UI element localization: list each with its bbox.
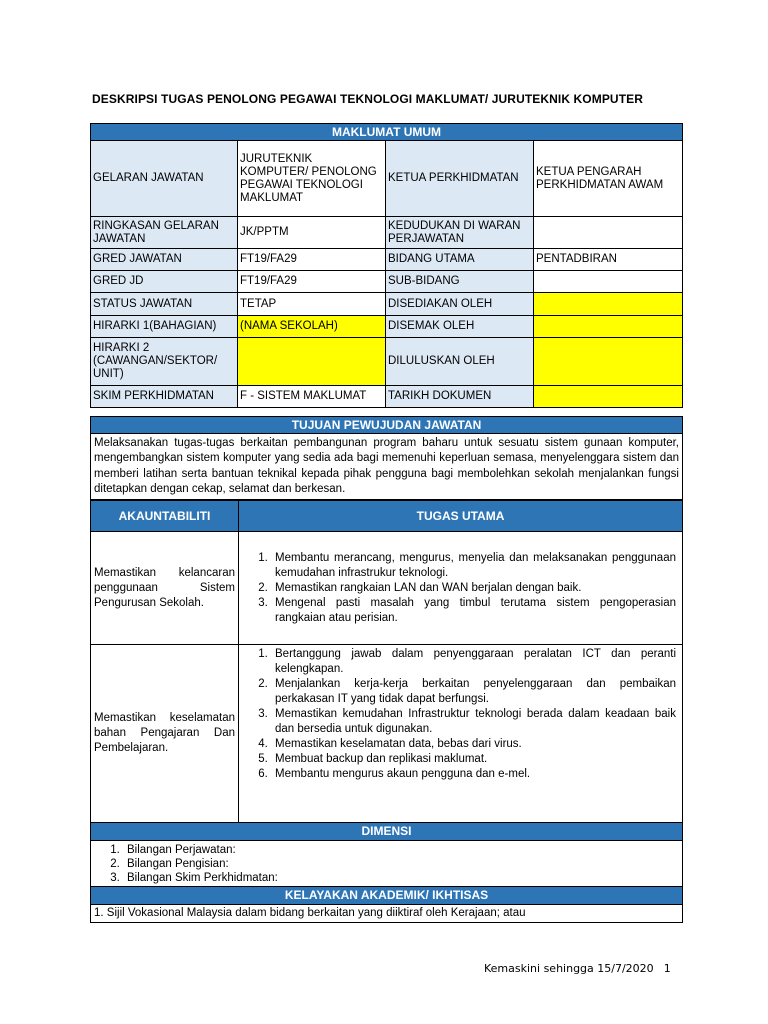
- duties-2: [239, 645, 683, 823]
- hierarchy2-label: HIRARKI 2 (CAWANGAN/SEKTOR/ UNIT): [91, 338, 238, 386]
- hierarchy1-value: (NAMA SEKOLAH): [238, 316, 386, 338]
- prepared-by-label: DISEDIAKAN OLEH: [386, 293, 534, 316]
- post-title-label: GELARAN JAWATAN: [91, 141, 238, 217]
- post-abbrev-value: JK/PPTM: [238, 217, 386, 249]
- accountability-header: AKAUNTABILITI: [91, 501, 239, 532]
- sub-field-value: [534, 271, 683, 293]
- sub-field-label: SUB-BIDANG: [386, 271, 534, 293]
- purpose-table: [90, 416, 683, 500]
- duties-1: [239, 532, 683, 645]
- post-status-value: TETAP: [238, 293, 386, 316]
- document-date-label: TARIKH DOKUMEN: [386, 386, 534, 408]
- warrant-position-label: KEDUDUKAN DI WARAN PERJAWATAN: [386, 217, 534, 249]
- dimension-list: [91, 841, 683, 887]
- post-title-value: JURUTEKNIK KOMPUTER/ PENOLONG PEGAWAI TEKNOLOGI MAKLUMAT: [238, 141, 386, 217]
- page-footer: [484, 962, 671, 975]
- duty-item: 3. Mengenal pasti masalah yang timbul terutama sistem pengoperasian rangkaian atau perisian.: [271, 596, 676, 626]
- purpose-text: Melaksanakan tugas-tugas berkaitan pembangunan program baharu untuk sesuatu sistem gunaan komputer, mengembangkan sistem komputer yang sedia ada bagi memenuhi keperluan semasa, menyelenggara sistem dan memberi latihan serta bantuan teknikal kepada pihak pengguna bagi membolehkan sekolah menjalankan fungsi ditetapkan dengan cekap, selamat dan berkesan.: [91, 434, 683, 500]
- duty-item: 2. Memastikan rangkaian LAN dan WAN berjalan dengan baik.: [271, 581, 676, 596]
- duty-item: 4. Memastikan keselamatan data, bebas dari virus.: [271, 737, 676, 752]
- post-grade-value: FT19/FA29: [238, 249, 386, 271]
- service-scheme-label: SKIM PERKHIDMATAN: [91, 386, 238, 408]
- service-head-value: KETUA PENGARAH PERKHIDMATAN AWAM: [534, 141, 683, 217]
- post-abbrev-label: RINGKASAN GELARAN JAWATAN: [91, 217, 238, 249]
- approved-by-value: [534, 338, 683, 386]
- hierarchy2-value: [238, 338, 386, 386]
- warrant-position-value: [534, 217, 683, 249]
- accountability-table: [90, 500, 683, 823]
- dimension-item: 1. Bilangan Perjawatan:: [123, 843, 682, 857]
- accountability-2: Memastikan keselamatan bahan Pengajaran Dan Pembelajaran.: [91, 645, 239, 823]
- document-date-value: [534, 386, 683, 408]
- accountability-1: Memastikan kelancaran penggunaan Sistem Pengurusan Sekolah.: [91, 532, 239, 645]
- general-info-table: [90, 123, 683, 408]
- service-head-label: KETUA PERKHIDMATAN: [386, 141, 534, 217]
- document-title: DESKRIPSI TUGAS PENOLONG PEGAWAI TEKNOLOGI MAKLUMAT/ JURUTEKNIK KOMPUTER: [92, 92, 643, 106]
- dimension-item: 2. Bilangan Pengisian:: [123, 857, 682, 871]
- purpose-header: TUJUAN PEWUJUDAN JAWATAN: [91, 417, 683, 434]
- dimension-item: 3. Bilangan Skim Perkhidmatan:: [123, 871, 682, 885]
- qualification-item: 1. Sijil Vokasional Malaysia dalam bidang berkaitan yang diiktiraf oleh Kerajaan; atau: [91, 905, 683, 923]
- page-number: 1: [663, 962, 671, 975]
- main-field-value: PENTADBIRAN: [534, 249, 683, 271]
- duty-item: 1. Bertanggung jawab dalam penyenggaraan peralatan ICT dan peranti kelengkapan.: [271, 647, 676, 677]
- dimension-header: DIMENSI: [91, 823, 683, 841]
- updated-date: Kemaskini sehingga 15/7/2020: [484, 962, 654, 975]
- duty-item: 1. Membantu merancang, mengurus, menyelia dan melaksanakan penggunaan kemudahan infrastrukur teknologi.: [271, 551, 676, 581]
- main-field-label: BIDANG UTAMA: [386, 249, 534, 271]
- duty-item: 5. Membuat backup dan replikasi maklumat.: [271, 752, 676, 767]
- jd-grade-value: FT19/FA29: [238, 271, 386, 293]
- jd-grade-label: GRED JD: [91, 271, 238, 293]
- post-status-label: STATUS JAWATAN: [91, 293, 238, 316]
- dimension-qualification-table: [90, 822, 683, 923]
- approved-by-label: DILULUSKAN OLEH: [386, 338, 534, 386]
- reviewed-by-label: DISEMAK OLEH: [386, 316, 534, 338]
- general-info-header: MAKLUMAT UMUM: [91, 124, 683, 141]
- qualification-header: KELAYAKAN AKADEMIK/ IKHTISAS: [91, 887, 683, 905]
- hierarchy1-label: HIRARKI 1(BAHAGIAN): [91, 316, 238, 338]
- prepared-by-value: [534, 293, 683, 316]
- post-grade-label: GRED JAWATAN: [91, 249, 238, 271]
- duty-item: 6. Membantu mengurus akaun pengguna dan e-mel.: [271, 767, 676, 782]
- service-scheme-value: F - SISTEM MAKLUMAT: [238, 386, 386, 408]
- duty-item: 3. Memastikan kemudahan Infrastruktur teknologi berada dalam keadaan baik dan bersedia untuk digunakan.: [271, 707, 676, 737]
- main-duties-header: TUGAS UTAMA: [239, 501, 683, 532]
- duty-item: 2. Menjalankan kerja-kerja berkaitan penyelenggaraan dan pembaikan perkakasan IT yang tidak dapat berfungsi.: [271, 677, 676, 707]
- reviewed-by-value: [534, 316, 683, 338]
